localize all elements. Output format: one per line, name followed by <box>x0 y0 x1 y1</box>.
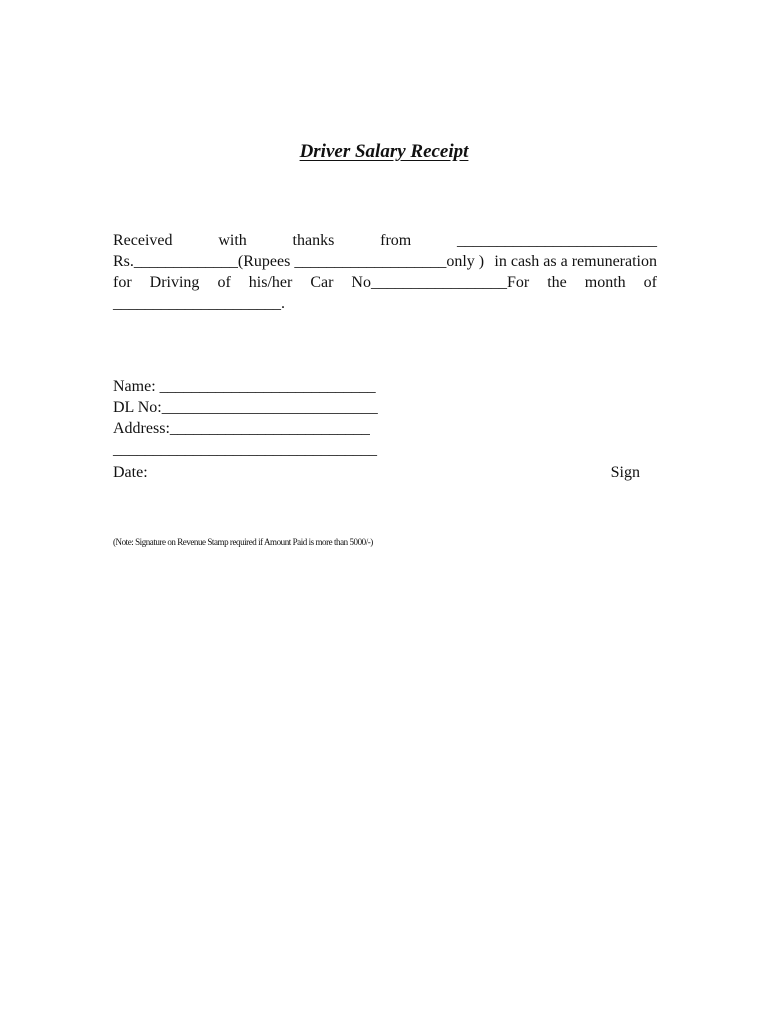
word: from <box>380 232 412 249</box>
date-label: Date: <box>113 464 148 481</box>
paragraph-line-1 <box>113 230 657 251</box>
revenue-stamp-note: (Note: Signature on Revenue Stamp required if Amount Paid is more than 5000/-) <box>113 537 373 547</box>
amount-blank: Rs._____________(Rupees ___________________only ) <box>113 253 485 270</box>
receipt-paragraph <box>113 230 657 314</box>
month-blank: _____________________. <box>113 295 285 312</box>
word: Car <box>310 274 334 291</box>
dl-number-field: DL No:___________________________ <box>113 399 378 416</box>
word: of <box>217 274 231 291</box>
payer-blank: _________________________ <box>457 232 657 249</box>
word: for <box>113 274 132 291</box>
paragraph-line-2 <box>113 251 657 272</box>
car-number-blank: No_________________For <box>351 274 530 291</box>
sign-label: Sign <box>610 464 640 481</box>
name-field: Name: ___________________________ <box>113 378 376 395</box>
word: thanks <box>292 232 335 249</box>
address-line-2: _________________________________ <box>113 441 377 458</box>
remuneration-text: in cash as a remuneration <box>494 253 657 270</box>
word: Driving <box>149 274 200 291</box>
driver-details <box>113 376 657 483</box>
page-title: Driver Salary Receipt <box>299 141 469 162</box>
word: his/her <box>248 274 293 291</box>
word: month <box>584 274 626 291</box>
address-field: Address:_________________________ <box>113 420 370 437</box>
date-sign-row <box>113 462 640 483</box>
word: the <box>547 274 567 291</box>
paragraph-line-3 <box>113 272 657 293</box>
word: of <box>643 274 657 291</box>
word: Received <box>113 232 173 249</box>
word: with <box>218 232 247 249</box>
